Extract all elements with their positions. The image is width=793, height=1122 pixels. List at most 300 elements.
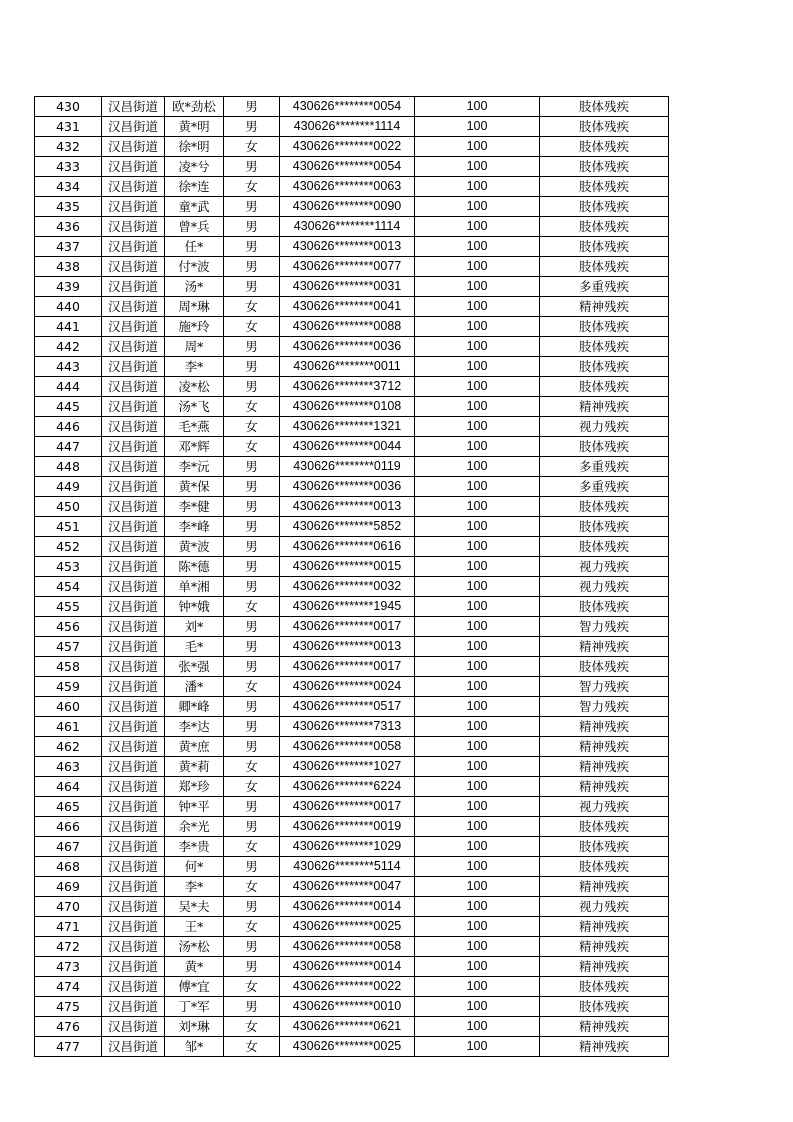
table-row [35, 937, 669, 957]
street-name-cell: 汉昌街道 [102, 777, 165, 797]
subsidy-amount-cell: 100 [415, 357, 540, 377]
row-number-cell: 437 [35, 237, 102, 257]
id-number-cell: 430626********0022 [280, 977, 415, 997]
row-number-cell: 434 [35, 177, 102, 197]
table-row [35, 857, 669, 877]
id-number-cell: 430626********5852 [280, 517, 415, 537]
id-number-cell: 430626********0024 [280, 677, 415, 697]
disability-type-cell: 肢体残疾 [540, 657, 669, 677]
table-row [35, 117, 669, 137]
id-number-cell: 430626********1114 [280, 117, 415, 137]
person-name-cell: 刘*琳 [165, 1017, 224, 1037]
gender-cell: 男 [224, 357, 280, 377]
person-name-cell: 刘* [165, 617, 224, 637]
id-number-cell: 430626********0616 [280, 537, 415, 557]
subsidy-amount-cell: 100 [415, 737, 540, 757]
id-number-cell: 430626********0017 [280, 617, 415, 637]
row-number-cell: 475 [35, 997, 102, 1017]
subsidy-amount-cell: 100 [415, 397, 540, 417]
table-row [35, 917, 669, 937]
disability-type-cell: 精神残疾 [540, 1037, 669, 1057]
table-row [35, 1037, 669, 1057]
row-number-cell: 456 [35, 617, 102, 637]
gender-cell: 男 [224, 577, 280, 597]
person-name-cell: 汤* [165, 277, 224, 297]
subsidy-amount-cell: 100 [415, 217, 540, 237]
id-number-cell: 430626********0054 [280, 157, 415, 177]
subsidy-amount-cell: 100 [415, 897, 540, 917]
table-row [35, 317, 669, 337]
subsidy-amount-cell: 100 [415, 437, 540, 457]
street-name-cell: 汉昌街道 [102, 917, 165, 937]
id-number-cell: 430626********0047 [280, 877, 415, 897]
gender-cell: 女 [224, 837, 280, 857]
disability-type-cell: 精神残疾 [540, 937, 669, 957]
subsidy-amount-cell: 100 [415, 877, 540, 897]
gender-cell: 女 [224, 917, 280, 937]
row-number-cell: 461 [35, 717, 102, 737]
id-number-cell: 430626********0013 [280, 237, 415, 257]
row-number-cell: 430 [35, 97, 102, 117]
disability-type-cell: 多重残疾 [540, 477, 669, 497]
row-number-cell: 449 [35, 477, 102, 497]
id-number-cell: 430626********0036 [280, 337, 415, 357]
disability-type-cell: 肢体残疾 [540, 97, 669, 117]
gender-cell: 女 [224, 137, 280, 157]
subsidy-amount-cell: 100 [415, 597, 540, 617]
gender-cell: 女 [224, 877, 280, 897]
row-number-cell: 445 [35, 397, 102, 417]
gender-cell: 男 [224, 217, 280, 237]
person-name-cell: 付*波 [165, 257, 224, 277]
disability-type-cell: 精神残疾 [540, 397, 669, 417]
person-name-cell: 李*贵 [165, 837, 224, 857]
disability-type-cell: 智力残疾 [540, 617, 669, 637]
table-row [35, 377, 669, 397]
person-name-cell: 欧*劲松 [165, 97, 224, 117]
street-name-cell: 汉昌街道 [102, 697, 165, 717]
disability-type-cell: 精神残疾 [540, 1017, 669, 1037]
person-name-cell: 徐*明 [165, 137, 224, 157]
gender-cell: 男 [224, 477, 280, 497]
person-name-cell: 卿*峰 [165, 697, 224, 717]
street-name-cell: 汉昌街道 [102, 217, 165, 237]
disability-type-cell: 肢体残疾 [540, 117, 669, 137]
street-name-cell: 汉昌街道 [102, 517, 165, 537]
gender-cell: 男 [224, 997, 280, 1017]
gender-cell: 男 [224, 257, 280, 277]
disability-type-cell: 视力残疾 [540, 577, 669, 597]
row-number-cell: 469 [35, 877, 102, 897]
table-row [35, 217, 669, 237]
gender-cell: 女 [224, 977, 280, 997]
table-row [35, 137, 669, 157]
person-name-cell: 钟*平 [165, 797, 224, 817]
subsidy-amount-cell: 100 [415, 457, 540, 477]
subsidy-amount-cell: 100 [415, 297, 540, 317]
street-name-cell: 汉昌街道 [102, 337, 165, 357]
id-number-cell: 430626********6224 [280, 777, 415, 797]
gender-cell: 男 [224, 857, 280, 877]
person-name-cell: 周* [165, 337, 224, 357]
row-number-cell: 467 [35, 837, 102, 857]
row-number-cell: 473 [35, 957, 102, 977]
disability-type-cell: 多重残疾 [540, 277, 669, 297]
subsidy-amount-cell: 100 [415, 697, 540, 717]
disability-type-cell: 肢体残疾 [540, 337, 669, 357]
subsidy-amount-cell: 100 [415, 517, 540, 537]
subsidy-amount-cell: 100 [415, 917, 540, 937]
person-name-cell: 陈*德 [165, 557, 224, 577]
row-number-cell: 453 [35, 557, 102, 577]
person-name-cell: 何* [165, 857, 224, 877]
disability-type-cell: 智力残疾 [540, 697, 669, 717]
street-name-cell: 汉昌街道 [102, 157, 165, 177]
disability-type-cell: 精神残疾 [540, 917, 669, 937]
row-number-cell: 435 [35, 197, 102, 217]
gender-cell: 男 [224, 897, 280, 917]
gender-cell: 男 [224, 377, 280, 397]
street-name-cell: 汉昌街道 [102, 577, 165, 597]
table-row [35, 517, 669, 537]
disability-type-cell: 肢体残疾 [540, 317, 669, 337]
table-row [35, 337, 669, 357]
person-name-cell: 吴*夫 [165, 897, 224, 917]
disability-type-cell: 肢体残疾 [540, 517, 669, 537]
street-name-cell: 汉昌街道 [102, 837, 165, 857]
subsidy-amount-cell: 100 [415, 857, 540, 877]
subsidy-amount-cell: 100 [415, 557, 540, 577]
row-number-cell: 447 [35, 437, 102, 457]
gender-cell: 女 [224, 397, 280, 417]
subsidy-amount-cell: 100 [415, 637, 540, 657]
subsidy-amount-cell: 100 [415, 1017, 540, 1037]
id-number-cell: 430626********0090 [280, 197, 415, 217]
row-number-cell: 455 [35, 597, 102, 617]
gender-cell: 女 [224, 1017, 280, 1037]
person-name-cell: 施*玲 [165, 317, 224, 337]
subsidy-amount-cell: 100 [415, 417, 540, 437]
street-name-cell: 汉昌街道 [102, 437, 165, 457]
id-number-cell: 430626********0077 [280, 257, 415, 277]
person-name-cell: 黄*庶 [165, 737, 224, 757]
table-row [35, 977, 669, 997]
subsidy-amount-cell: 100 [415, 937, 540, 957]
id-number-cell: 430626********0025 [280, 917, 415, 937]
id-number-cell: 430626********1321 [280, 417, 415, 437]
gender-cell: 男 [224, 117, 280, 137]
street-name-cell: 汉昌街道 [102, 677, 165, 697]
id-number-cell: 430626********0621 [280, 1017, 415, 1037]
row-number-cell: 472 [35, 937, 102, 957]
disability-type-cell: 多重残疾 [540, 457, 669, 477]
disability-type-cell: 精神残疾 [540, 957, 669, 977]
table-row [35, 717, 669, 737]
disability-type-cell: 视力残疾 [540, 897, 669, 917]
table-row [35, 577, 669, 597]
gender-cell: 男 [224, 657, 280, 677]
gender-cell: 男 [224, 617, 280, 637]
disability-type-cell: 视力残疾 [540, 797, 669, 817]
id-number-cell: 430626********5114 [280, 857, 415, 877]
disability-type-cell: 智力残疾 [540, 677, 669, 697]
street-name-cell: 汉昌街道 [102, 317, 165, 337]
person-name-cell: 李* [165, 877, 224, 897]
table-row [35, 837, 669, 857]
id-number-cell: 430626********0014 [280, 897, 415, 917]
street-name-cell: 汉昌街道 [102, 797, 165, 817]
gender-cell: 男 [224, 237, 280, 257]
table-row [35, 657, 669, 677]
person-name-cell: 曾*兵 [165, 217, 224, 237]
gender-cell: 女 [224, 1037, 280, 1057]
row-number-cell: 474 [35, 977, 102, 997]
subsidy-amount-cell: 100 [415, 757, 540, 777]
person-name-cell: 余*光 [165, 817, 224, 837]
disability-type-cell: 肢体残疾 [540, 377, 669, 397]
subsidy-amount-cell: 100 [415, 677, 540, 697]
street-name-cell: 汉昌街道 [102, 717, 165, 737]
disability-type-cell: 肢体残疾 [540, 177, 669, 197]
row-number-cell: 477 [35, 1037, 102, 1057]
table-row [35, 957, 669, 977]
person-name-cell: 郑*珍 [165, 777, 224, 797]
street-name-cell: 汉昌街道 [102, 877, 165, 897]
row-number-cell: 476 [35, 1017, 102, 1037]
table-row [35, 417, 669, 437]
street-name-cell: 汉昌街道 [102, 597, 165, 617]
id-number-cell: 430626********7313 [280, 717, 415, 737]
person-name-cell: 单*湘 [165, 577, 224, 597]
gender-cell: 男 [224, 97, 280, 117]
subsidy-amount-cell: 100 [415, 257, 540, 277]
disability-type-cell: 精神残疾 [540, 717, 669, 737]
table-row [35, 497, 669, 517]
row-number-cell: 468 [35, 857, 102, 877]
disability-type-cell: 肢体残疾 [540, 197, 669, 217]
id-number-cell: 430626********1029 [280, 837, 415, 857]
id-number-cell: 430626********0058 [280, 937, 415, 957]
subsidy-amount-cell: 100 [415, 817, 540, 837]
row-number-cell: 438 [35, 257, 102, 277]
street-name-cell: 汉昌街道 [102, 977, 165, 997]
id-number-cell: 430626********0031 [280, 277, 415, 297]
subsidy-roster-table [34, 96, 669, 1057]
disability-type-cell: 肢体残疾 [540, 437, 669, 457]
id-number-cell: 430626********0108 [280, 397, 415, 417]
id-number-cell: 430626********0014 [280, 957, 415, 977]
row-number-cell: 463 [35, 757, 102, 777]
id-number-cell: 430626********0044 [280, 437, 415, 457]
id-number-cell: 430626********0010 [280, 997, 415, 1017]
person-name-cell: 毛* [165, 637, 224, 657]
disability-type-cell: 视力残疾 [540, 417, 669, 437]
gender-cell: 男 [224, 457, 280, 477]
table-row [35, 557, 669, 577]
street-name-cell: 汉昌街道 [102, 937, 165, 957]
disability-type-cell: 肢体残疾 [540, 997, 669, 1017]
id-number-cell: 430626********0036 [280, 477, 415, 497]
street-name-cell: 汉昌街道 [102, 357, 165, 377]
table-row [35, 637, 669, 657]
person-name-cell: 黄*莉 [165, 757, 224, 777]
person-name-cell: 徐*连 [165, 177, 224, 197]
gender-cell: 女 [224, 597, 280, 617]
subsidy-amount-cell: 100 [415, 157, 540, 177]
disability-type-cell: 肢体残疾 [540, 857, 669, 877]
street-name-cell: 汉昌街道 [102, 757, 165, 777]
person-name-cell: 邓*辉 [165, 437, 224, 457]
gender-cell: 女 [224, 437, 280, 457]
person-name-cell: 黄* [165, 957, 224, 977]
street-name-cell: 汉昌街道 [102, 377, 165, 397]
table-row [35, 537, 669, 557]
street-name-cell: 汉昌街道 [102, 477, 165, 497]
disability-type-cell: 肢体残疾 [540, 357, 669, 377]
id-number-cell: 430626********0063 [280, 177, 415, 197]
table-row [35, 617, 669, 637]
id-number-cell: 430626********0041 [280, 297, 415, 317]
id-number-cell: 430626********0017 [280, 657, 415, 677]
person-name-cell: 周*琳 [165, 297, 224, 317]
disability-type-cell: 精神残疾 [540, 877, 669, 897]
gender-cell: 男 [224, 717, 280, 737]
row-number-cell: 452 [35, 537, 102, 557]
id-number-cell: 430626********0054 [280, 97, 415, 117]
table-row [35, 1017, 669, 1037]
subsidy-amount-cell: 100 [415, 97, 540, 117]
subsidy-amount-cell: 100 [415, 957, 540, 977]
row-number-cell: 443 [35, 357, 102, 377]
row-number-cell: 458 [35, 657, 102, 677]
row-number-cell: 432 [35, 137, 102, 157]
table-row [35, 877, 669, 897]
disability-type-cell: 肢体残疾 [540, 597, 669, 617]
subsidy-amount-cell: 100 [415, 977, 540, 997]
street-name-cell: 汉昌街道 [102, 117, 165, 137]
subsidy-amount-cell: 100 [415, 237, 540, 257]
id-number-cell: 430626********0019 [280, 817, 415, 837]
id-number-cell: 430626********3712 [280, 377, 415, 397]
person-name-cell: 李*峰 [165, 517, 224, 537]
street-name-cell: 汉昌街道 [102, 257, 165, 277]
street-name-cell: 汉昌街道 [102, 897, 165, 917]
subsidy-amount-cell: 100 [415, 1037, 540, 1057]
person-name-cell: 黄*波 [165, 537, 224, 557]
table-row [35, 757, 669, 777]
gender-cell: 男 [224, 737, 280, 757]
row-number-cell: 471 [35, 917, 102, 937]
row-number-cell: 433 [35, 157, 102, 177]
disability-type-cell: 肢体残疾 [540, 497, 669, 517]
person-name-cell: 丁*军 [165, 997, 224, 1017]
gender-cell: 男 [224, 277, 280, 297]
disability-type-cell: 肢体残疾 [540, 257, 669, 277]
id-number-cell: 430626********1945 [280, 597, 415, 617]
row-number-cell: 440 [35, 297, 102, 317]
street-name-cell: 汉昌街道 [102, 397, 165, 417]
id-number-cell: 430626********0517 [280, 697, 415, 717]
disability-type-cell: 视力残疾 [540, 557, 669, 577]
street-name-cell: 汉昌街道 [102, 617, 165, 637]
gender-cell: 男 [224, 797, 280, 817]
street-name-cell: 汉昌街道 [102, 1017, 165, 1037]
subsidy-amount-cell: 100 [415, 177, 540, 197]
table-row [35, 257, 669, 277]
disability-type-cell: 精神残疾 [540, 637, 669, 657]
person-name-cell: 汤*飞 [165, 397, 224, 417]
id-number-cell: 430626********0013 [280, 637, 415, 657]
disability-type-cell: 肢体残疾 [540, 837, 669, 857]
gender-cell: 女 [224, 757, 280, 777]
disability-type-cell: 精神残疾 [540, 737, 669, 757]
table-row [35, 97, 669, 117]
table-row [35, 897, 669, 917]
row-number-cell: 442 [35, 337, 102, 357]
street-name-cell: 汉昌街道 [102, 497, 165, 517]
table-row [35, 677, 669, 697]
subsidy-amount-cell: 100 [415, 477, 540, 497]
subsidy-amount-cell: 100 [415, 797, 540, 817]
person-name-cell: 钟*娥 [165, 597, 224, 617]
disability-type-cell: 肢体残疾 [540, 817, 669, 837]
street-name-cell: 汉昌街道 [102, 537, 165, 557]
person-name-cell: 凌*松 [165, 377, 224, 397]
row-number-cell: 457 [35, 637, 102, 657]
gender-cell: 女 [224, 297, 280, 317]
gender-cell: 男 [224, 157, 280, 177]
row-number-cell: 465 [35, 797, 102, 817]
street-name-cell: 汉昌街道 [102, 297, 165, 317]
disability-type-cell: 肢体残疾 [540, 537, 669, 557]
street-name-cell: 汉昌街道 [102, 177, 165, 197]
gender-cell: 男 [224, 517, 280, 537]
street-name-cell: 汉昌街道 [102, 457, 165, 477]
gender-cell: 男 [224, 937, 280, 957]
subsidy-amount-cell: 100 [415, 377, 540, 397]
gender-cell: 男 [224, 637, 280, 657]
disability-type-cell: 肢体残疾 [540, 217, 669, 237]
disability-type-cell: 肢体残疾 [540, 237, 669, 257]
street-name-cell: 汉昌街道 [102, 557, 165, 577]
row-number-cell: 446 [35, 417, 102, 437]
table-row [35, 197, 669, 217]
id-number-cell: 430626********0015 [280, 557, 415, 577]
table-row [35, 997, 669, 1017]
disability-type-cell: 精神残疾 [540, 777, 669, 797]
street-name-cell: 汉昌街道 [102, 237, 165, 257]
gender-cell: 女 [224, 777, 280, 797]
street-name-cell: 汉昌街道 [102, 817, 165, 837]
disability-type-cell: 肢体残疾 [540, 157, 669, 177]
person-name-cell: 任* [165, 237, 224, 257]
subsidy-amount-cell: 100 [415, 537, 540, 557]
gender-cell: 男 [224, 817, 280, 837]
id-number-cell: 430626********0025 [280, 1037, 415, 1057]
gender-cell: 男 [224, 557, 280, 577]
person-name-cell: 邹* [165, 1037, 224, 1057]
gender-cell: 男 [224, 537, 280, 557]
street-name-cell: 汉昌街道 [102, 1037, 165, 1057]
person-name-cell: 汤*松 [165, 937, 224, 957]
street-name-cell: 汉昌街道 [102, 997, 165, 1017]
street-name-cell: 汉昌街道 [102, 857, 165, 877]
id-number-cell: 430626********0032 [280, 577, 415, 597]
person-name-cell: 潘* [165, 677, 224, 697]
id-number-cell: 430626********0017 [280, 797, 415, 817]
person-name-cell: 李*健 [165, 497, 224, 517]
subsidy-amount-cell: 100 [415, 777, 540, 797]
